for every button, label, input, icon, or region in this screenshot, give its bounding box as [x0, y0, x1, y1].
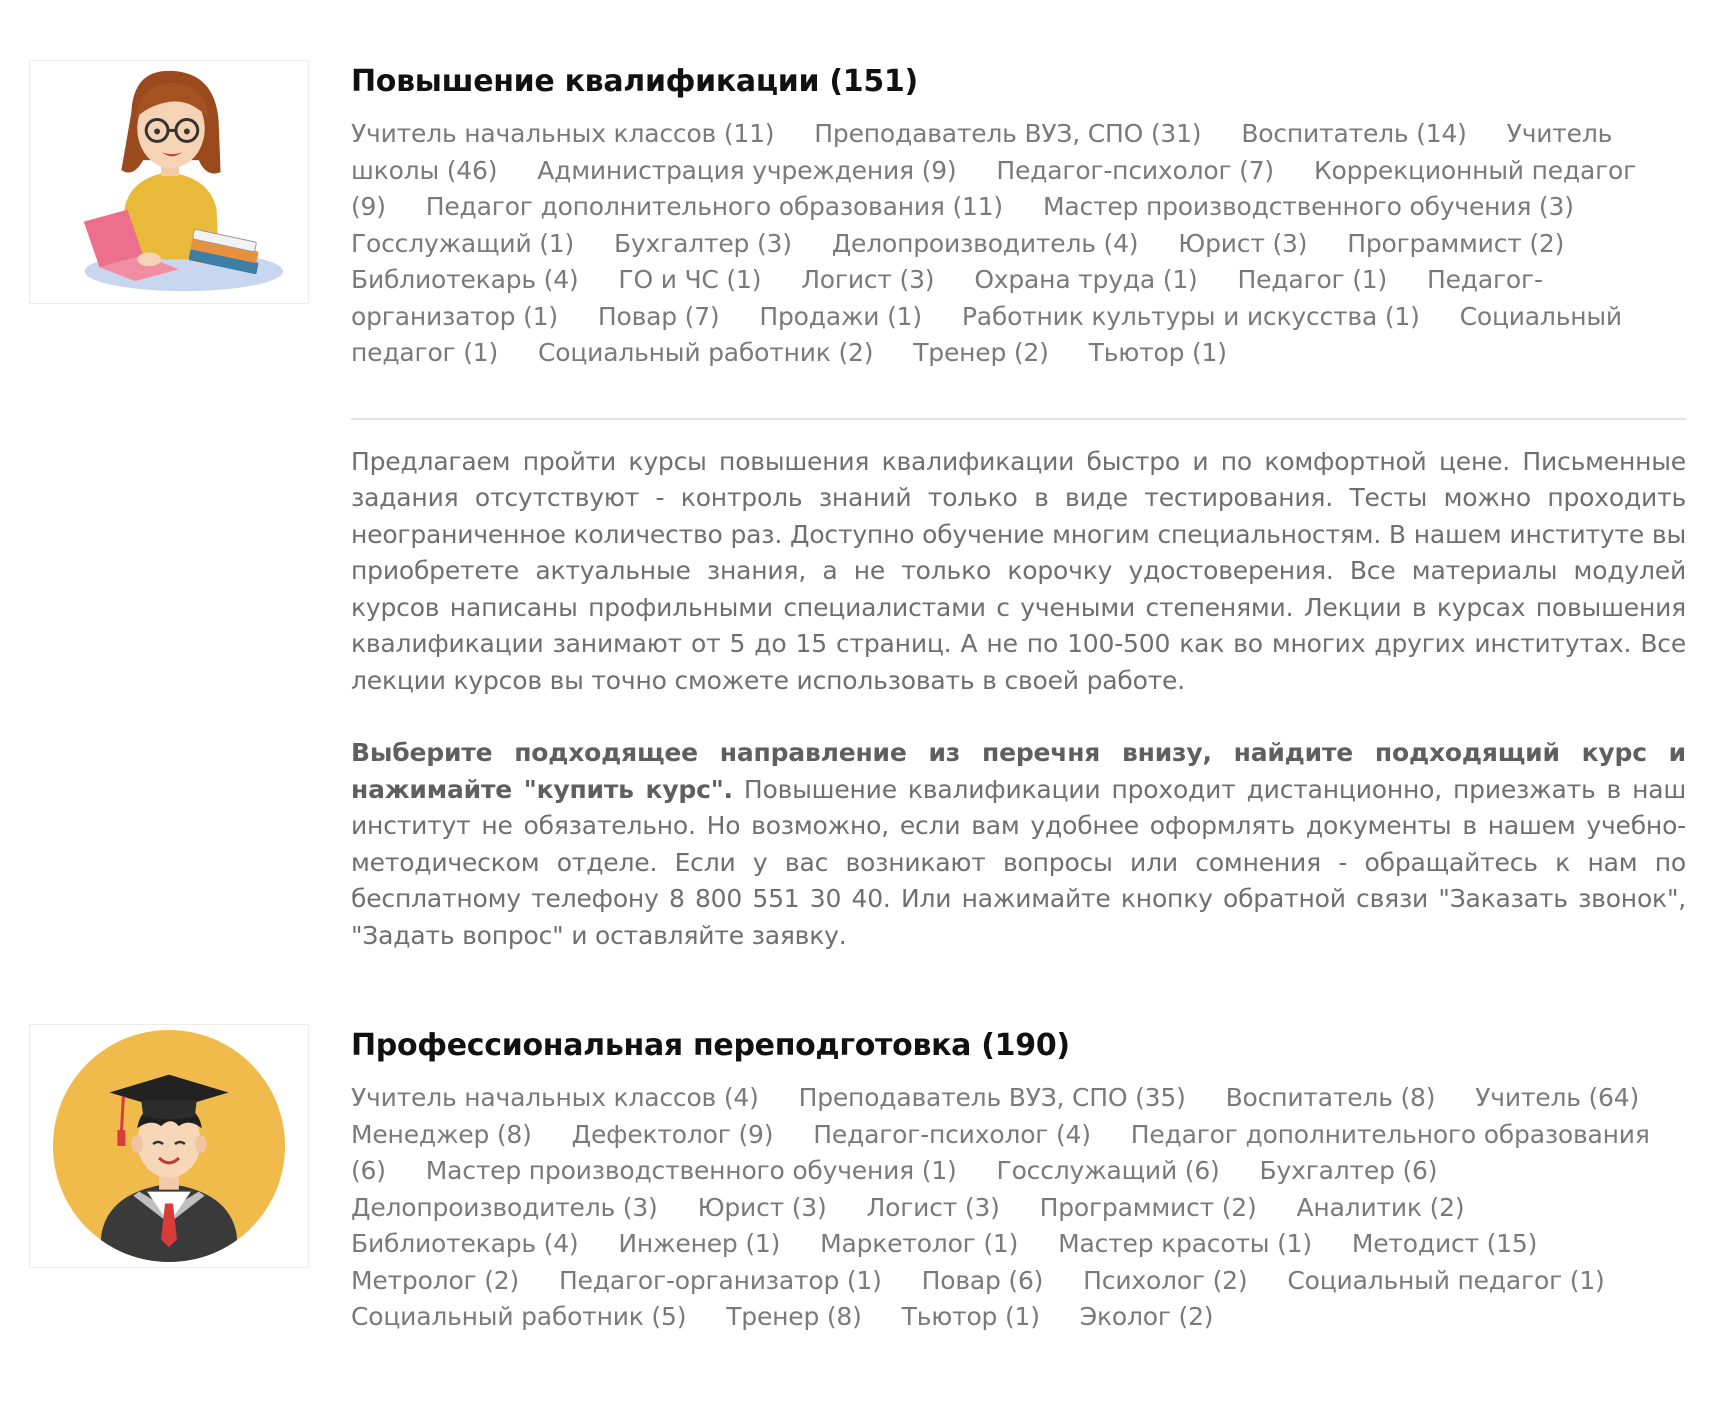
category-link[interactable]: Учитель школы (46) [351, 119, 1613, 185]
category-link[interactable]: Воспитатель (8) [1225, 1083, 1436, 1112]
category-link[interactable]: Социальный педагог (1) [351, 301, 1622, 367]
category-link[interactable]: Методист (15) [1351, 1229, 1538, 1258]
section-divider [351, 418, 1686, 420]
category-link[interactable]: Юрист (3) [697, 1192, 827, 1222]
category-link[interactable]: Педагог дополнительного образования (6) [351, 1119, 1650, 1185]
section-title[interactable]: Профессиональная переподготовка (190) [351, 1028, 1070, 1063]
category-link[interactable]: Повар (6) [921, 1265, 1044, 1295]
category-link[interactable]: Учитель начальных классов (4) [351, 1083, 759, 1112]
category-link[interactable]: Инженер (1) [618, 1229, 781, 1258]
category-link[interactable]: Учитель (64) [1475, 1083, 1640, 1112]
category-link[interactable]: Делопроизводитель (3) [351, 1192, 658, 1222]
category-link[interactable]: Повар (7) [597, 301, 720, 331]
category-link[interactable]: Библиотекарь (4) [351, 265, 579, 294]
category-link[interactable]: Программист (2) [1039, 1192, 1257, 1222]
category-link[interactable]: Мастер красоты (1) [1058, 1229, 1312, 1258]
description-paragraph: Предлагаем пройти курсы повышения квалификации быстро и по комфортной цене. Письменные задания отсутствуют - контроль знаний только в виде тестирования. Тесты можно проходить неограниченное количество раз. Доступно обучение многим специальностям. В нашем институте вы приобретете актуальные знания, а не только корочку удостоверения. Все материалы модулей курсов написаны профильными специалистами с учеными степенями. Лекции в курсах повышения квалификации занимают от 5 до 15 страниц. А не по 100-500 как во многих других институтах. Все лекции курсов вы точно сможете использовать в своей работе. [351, 446, 1686, 695]
category-link[interactable]: Социальный работник (5) [351, 1302, 687, 1331]
category-link[interactable]: Тьютор (1) [1088, 338, 1227, 367]
category-link[interactable]: Логист (3) [801, 265, 935, 294]
category-link[interactable]: Логист (3) [866, 1192, 1000, 1222]
category-link[interactable]: Администрация учреждения (9) [537, 155, 957, 185]
category-list [351, 116, 1686, 372]
category-link[interactable]: Делопроизводитель (4) [831, 228, 1139, 258]
category-link[interactable]: Юрист (3) [1178, 228, 1308, 258]
qualification-content [351, 62, 1686, 954]
category-link[interactable]: Мастер производственного обучения (1) [425, 1156, 957, 1185]
category-link[interactable]: Маркетолог (1) [820, 1229, 1019, 1258]
category-link[interactable]: Психолог (2) [1083, 1265, 1248, 1295]
category-link[interactable]: Социальный педагог (1) [1287, 1265, 1605, 1295]
graduate-thumbnail[interactable] [29, 1024, 309, 1268]
category-link[interactable]: Педагог (1) [1237, 265, 1388, 294]
category-list [351, 1080, 1686, 1336]
cta-bold-text: Выберите подходящее направление из перечня внизу, найдите подходящий курс и нажимайте "купить курс". [351, 738, 1686, 804]
category-link[interactable]: Воспитатель (14) [1241, 119, 1467, 148]
category-link[interactable]: Работник культуры и искусства (1) [961, 301, 1420, 331]
category-link[interactable]: Программист (2) [1347, 228, 1565, 258]
category-link[interactable]: Педагог дополнительного образования (11) [425, 192, 1003, 221]
section-title[interactable]: Повышение квалификации (151) [351, 64, 918, 99]
category-link[interactable]: Эколог (2) [1079, 1302, 1214, 1331]
category-link[interactable]: Бухгалтер (3) [614, 228, 792, 258]
category-link[interactable]: Метролог (2) [351, 1265, 520, 1295]
category-link[interactable]: ГО и ЧС (1) [618, 265, 762, 294]
category-link[interactable]: Педагог-организатор (1) [559, 1265, 882, 1295]
description-paragraph-cta [351, 735, 1686, 954]
category-link[interactable]: Тренер (8) [726, 1302, 862, 1331]
graduate-illustration-icon [30, 1025, 308, 1267]
category-link[interactable]: Педагог-психолог (4) [813, 1119, 1091, 1149]
category-link[interactable]: Коррекционный педагог (9) [351, 155, 1637, 221]
category-link[interactable]: Бухгалтер (6) [1259, 1156, 1438, 1185]
category-link[interactable]: Аналитик (2) [1296, 1192, 1465, 1222]
teacher-thumbnail[interactable] [29, 60, 309, 304]
category-link[interactable]: Педагог-психолог (7) [996, 155, 1274, 185]
category-link[interactable]: Тренер (2) [913, 338, 1049, 367]
category-link[interactable]: Библиотекарь (4) [351, 1229, 579, 1258]
retraining-content [351, 1026, 1686, 1336]
category-link[interactable]: Учитель начальных классов (11) [351, 119, 775, 148]
category-link[interactable]: Госслужащий (1) [351, 228, 575, 258]
category-link[interactable]: Преподаватель ВУЗ, СПО (35) [798, 1083, 1186, 1112]
category-link[interactable]: Менеджер (8) [351, 1119, 532, 1149]
category-link[interactable]: Тьютор (1) [901, 1302, 1040, 1331]
category-link[interactable]: Мастер производственного обучения (3) [1042, 192, 1574, 221]
teacher-illustration-icon [30, 61, 308, 303]
category-link[interactable]: Преподаватель ВУЗ, СПО (31) [814, 119, 1202, 148]
category-link[interactable]: Охрана труда (1) [974, 265, 1198, 294]
category-link[interactable]: Социальный работник (2) [538, 338, 874, 367]
category-link[interactable]: Дефектолог (9) [571, 1119, 774, 1149]
cta-rest-text: Повышение квалификации проходит дистанционно, приезжать в наш институт не обязательно. Но возможно, если вам удобнее оформлять документы в нашем учебно-методическом отделе. Если у вас возникают вопросы или сомнения - обращайтесь к нам по бесплатному телефону 8 800 551 30 40. Или нажимайте кнопку обратной связи "Заказать звонок", "Задать вопрос" и оставляйте заявку. [351, 774, 1687, 950]
category-link[interactable]: Педагог-организатор (1) [351, 265, 1543, 331]
category-link[interactable]: Продажи (1) [759, 301, 922, 331]
category-link[interactable]: Госслужащий (6) [996, 1156, 1220, 1185]
